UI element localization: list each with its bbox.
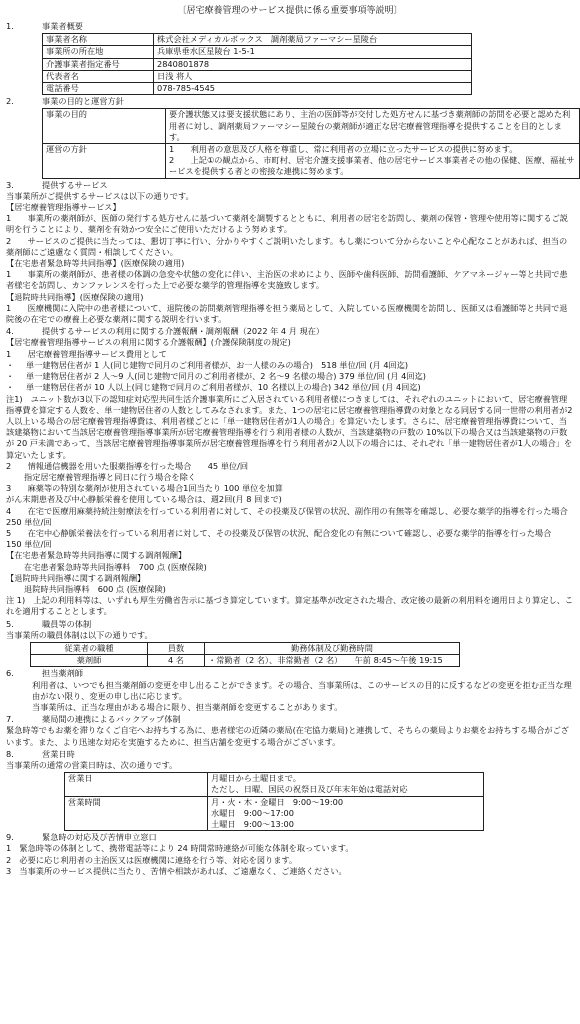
section-number: 5. [6,618,14,629]
table-row [65,796,484,831]
subsection-heading: 【在宅患者緊急時等共同指導に関する調剤報酬】 [6,550,187,561]
row-label: 電話番号 [43,83,154,95]
column-header: 従業者の職種 [31,642,148,654]
subsection-heading: 【退院時共同指導】(医療保険の適用) [6,291,144,302]
table-cell: 薬剤師 [31,655,148,667]
policy-item: 2 上記①の観点から、市町村、居宅介護支援事業者、他の居宅サービス事業者その他の保健、医療、福祉サービスを提供する者との密接な連携に努めます。 [169,155,575,177]
row-value: 兵庫県垂水区星陵台 1-5-1 [154,46,472,58]
business-hours-label: 営業時間 [65,796,208,831]
paragraph: 2 情報通信機器を用いた服薬指導を行った場合 45 単位/回 [6,460,249,471]
section-title: 薬局間の連携によるバックアップ体制 [42,714,181,725]
row-value: 株式会社メディカルボックス 調剤薬局ファーマシー星陵台 [154,34,472,46]
table-row [43,34,472,46]
paragraph: 1 居宅療養管理指導サービス費用として [6,348,167,359]
section-4-heading [6,326,574,337]
business-hours-cell [208,796,484,831]
subsection-heading: 【居宅療養管理指導サービスの利用に関する介護報酬】(介護保険制度の規定) [6,337,291,348]
bullet-glyph: ・ [6,371,15,382]
section-number: 3. [6,179,14,190]
policy-label: 運営の方針 [43,144,166,179]
paragraph: 当事業所は、正当な理由がある場合に限り、担当薬剤師を変更することがあります。 [32,701,343,712]
paragraph: 1 緊急時等の体制として、携帯電話等により 24 時間常時連絡が可能な体制を取っています。 [6,843,354,854]
fee-line: 退院時共同指導料 600 点 (医療保険) [24,583,166,594]
subsection-heading: 【退院時共同指導に関する調剤報酬】 [6,572,146,583]
section-8-heading [6,749,574,760]
paragraph: 緊急時等でもお薬を滞りなくご自宅へお持ちする為に、患者様宅の近隣の薬局(在宅協力薬局)と連携して、そちらの薬局よりお薬をお持ちする場合がございます。また、より迅速な対応を実施するために、担当店舗を変更する場合がございます。 [6,725,569,747]
purpose-policy-table [42,108,580,178]
section-3-heading [6,180,574,191]
paragraph: 当事業所の職員体制は以下の通りです。 [6,629,153,640]
subsection-heading: 【居宅療養管理指導サービス】 [6,202,121,213]
paragraph: 3 麻薬等の特別な薬剤が使用されている場合1回当たり 100 単位を加算 [6,483,283,494]
fee-line: 在宅患者緊急時等共同指導料 700 点 (医療保険) [24,561,207,572]
document-title: 〔居宅療養管理のサービス提供に係る重要事項等説明〕 [177,6,403,16]
table-header-row [31,642,460,654]
list-item [6,382,574,393]
row-value: 078-785-4545 [154,83,472,95]
business-days-label: 営業日 [65,773,208,796]
policy-item: 1 利用者の意思及び人格を尊重し、常に利用者の立場に立ったサービスの提供に努めます。 [169,144,518,155]
paragraph: がん末期患者及び中心静脈栄養を使用している場合は、週2回(月 8 回まで) [6,494,282,505]
row-value: 2840801878 [154,58,472,70]
section-number: 6. [6,668,14,679]
table-row [43,58,472,70]
table-cell: ・常勤者（2 名）、非常勤者（2 名） 午前 8:45～午後 19:15 [205,655,460,667]
table-row [43,109,580,144]
business-days-cell [208,773,484,796]
row-label: 事業者名称 [43,34,154,46]
section-title: 事業者概要 [42,21,83,31]
section-number: 9. [6,832,14,843]
paragraph: 当事業所の通常の営業日時は、次の通りです。 [6,760,178,770]
subsection-heading: 【在宅患者緊急時等共同指導】(医療保険の適用) [6,258,185,269]
paragraph: 1 医療機関に入院中の患者様について、退院後の訪問薬剤管理指導を担う薬局として、入院している医療機関を訪問し、医師又は看護師等と共同で退院後の在宅での療養上必要な薬剤に関する説明を行います。 [6,302,568,325]
note: 注1) ユニット数が3以下の認知症対応型共同生活介護事業所にご入居されている利用者様につきましては、それぞれのユニットにおいて、居宅療養管理指導費を算定する人数を、単一建物居住者の人数としてみなされます。また、1つの居宅に居宅療養管理指導費の対象となる同居する同一世帯の利用者が2人以上いる場合の居宅療養管理指導費は、利用者様ごとに「単一建物居住者が1人の場合」を算定いたします。さらに、居宅療養管理指導費について、当該建築物において当該居宅療養管理指導事業所が居宅療養管理指導を行う利用者様の人数が、当該建築物の戸数の 10%以下の場合又は当該建築物の戸数が 20 戸未満であって、当該居宅療養管理指導事業所が居宅療養管理指導を行う利用者が2人以下の場合には、それぞれ「単一建物居住者が1人の場合」を算定いたします。 [6,393,573,460]
section-number: 7. [6,714,14,725]
section-9-heading [6,832,574,843]
note: 注 1) 上記の利用料等は、いずれも厚生労働省告示に基づき算定しています。算定基準が改定された場合、改定後の最新の利用料を適用日より算定し、これを適用することとします。 [6,595,574,617]
table-row [65,773,484,796]
section-5-heading [6,619,574,630]
business-days-note: ただし、日曜、国民の祝祭日及び年末年始は電話対応 [211,784,408,795]
paragraph: 当事業所がご提供するサービスは以下の通りです。 [6,190,194,201]
table-row [43,46,472,58]
list-item [6,360,574,371]
section-2-heading [6,96,574,107]
paragraph: 2 サービスのご提供に当たっては、懇切丁寧に行い、分かりやすくご説明いたします。もし薬について分からないことや心配なことがあれば、担当の薬剤師にご遠慮なく質問・相談してください。 [6,235,568,257]
list-item-text: 単一建物居住者が 1 人(同じ建物で同月のご利用者様が、お一人様のみの場合) 518 単位/回 (月 4回迄) [26,359,409,370]
column-header: 勤務体制及び勤務時間 [205,642,460,654]
section-7-heading [6,714,574,725]
table-row [43,70,472,82]
section-1-heading [6,21,574,32]
section-number: 8. [6,748,14,759]
section-title: 提供するサービスの利用に関する介護報酬・調剤報酬（2022 年 4 月 現在） [42,326,325,337]
staff-table [30,642,460,667]
row-label: 介護事業者指定番号 [43,58,154,70]
section-title: 担当薬剤師 [42,668,83,679]
bullet-glyph: ・ [6,382,15,393]
table-row [31,655,460,667]
row-label: 事業所の所在地 [43,46,154,58]
hours-line: 月・火・木・金曜日 9:00～19:00 [211,796,344,807]
list-item-text: 単一建物居住者が 2 人～9 人(同じ建物で同月のご利用者様が、2 名～9 名様の場合) 379 単位/回 (月 4回迄) [26,371,426,382]
section-number: 2. [6,96,14,107]
table-cell: 4 名 [148,655,205,667]
purpose-label: 事業の目的 [43,109,166,144]
row-value: 日浅 将人 [154,70,472,82]
policy-cell [166,144,580,179]
business-days-text: 月曜日から土曜日まで。 [211,773,301,784]
purpose-text: 要介護状態又は要支援状態にあり、主治の医師等が交付した処方せんに基づき薬剤師の訪問を必要と認めた利用者に対し、調剤薬局ファーマシー星陵台の薬剤師が適正な居宅療養管理指導を提供することを目的とします。 [166,109,580,144]
hours-line: 土曜日 9:00～13:00 [211,819,294,830]
paragraph: 3 当事業所のサービス提供に当たり、苦情や相談があれば、ご遠慮なく、ご連絡ください。 [6,865,347,876]
bullet-glyph: ・ [6,359,15,370]
section-title: 提供するサービス [42,179,108,190]
paragraph: 5 在宅中心静脈栄養法を行っている利用者に対して、その投薬及び保管の状況、配合変化の有無について確認し、必要な薬学的指導を行った場合 150 単位/回 [6,527,560,550]
section-title: 営業日時 [42,748,75,759]
section-number: 4. [6,326,14,337]
paragraph: 利用者は、いつでも担当薬剤師の変更を申し出ることができます。その場合、当事業所は、このサービスの目的に反するなどの変更を拒む正当な理由がない限り、変更の申し出に応じます。 [32,679,572,701]
paragraph: 1 事業所の薬剤師が、医師の発行する処方せんに基づいて薬剤を調製するとともに、利用者の居宅を訪問し、薬剤の保管・管理や使用等に関するご説明を行うことにより、薬剤を有効かつ安全にご使用いただけるよう努めます。 [6,213,568,235]
column-header: 員数 [148,642,205,654]
section-6-heading [6,668,574,679]
business-hours-table [64,772,484,831]
paragraph: 1 事業所の薬剤師が、患者様の体調の急変や状態の変化に伴い、主治医の求めにより、医師や歯科医師、訪問看護師、ケアマネージャー等と共同で患者様宅を訪問し、カンファレンスを行った上で必要な薬学的管理指導を実施致します。 [6,269,568,291]
section-title: 緊急時の対応及び苦情申立窓口 [42,832,157,843]
paragraph: 指定居宅療養管理指導と同日に行う場合を除く [24,471,196,482]
table-row [43,83,472,95]
paragraph: 4 在宅で医療用麻薬持続注射療法を行っている利用者に対して、その投薬及び保管の状況、副作用の有無等を確認し、必要な薬学的指導を行った場合 250 単位/回 [6,505,577,527]
section-title: 職員等の体制 [42,618,92,629]
row-label: 代表者名 [43,70,154,82]
hours-line: 水曜日 9:00～17:00 [211,807,294,818]
section-title: 事業の目的と運営方針 [42,96,124,107]
paragraph: 2 必要に応じ利用者の主治医又は医療機関に連絡を行う等、対応を図ります。 [6,854,298,865]
section-number: 1. [6,21,14,31]
list-item-text: 単一建物居住者が 10 人以上(同じ建物で同月のご利用者様が、10 名様以上の場合) 342 単位/回 (月 4回迄) [26,382,421,393]
table-row [43,144,580,179]
business-overview-table [42,33,472,95]
list-item [6,371,574,382]
